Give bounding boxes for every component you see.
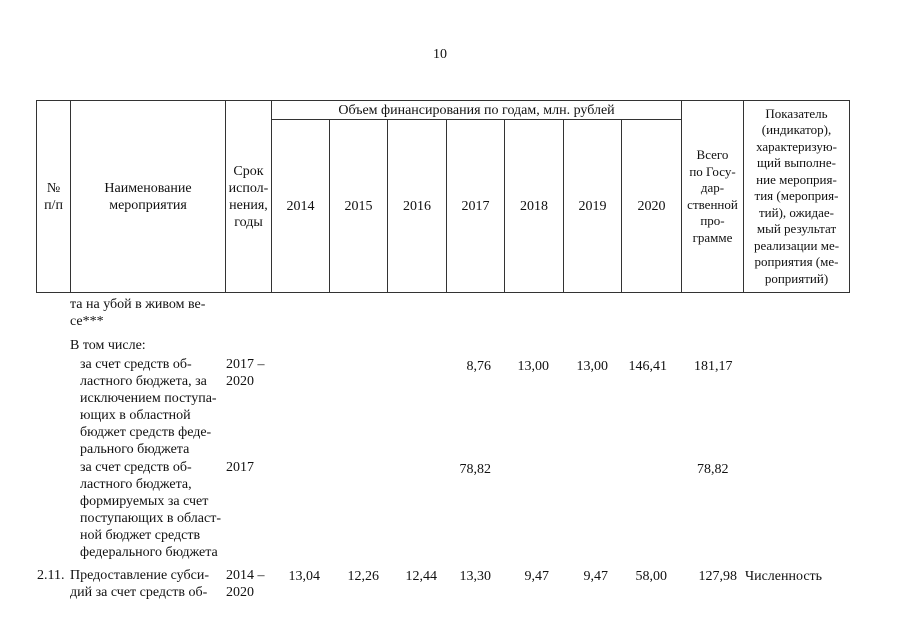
header-term: Срок испол- нения, годы bbox=[228, 163, 269, 230]
including-label: В том числе: bbox=[70, 338, 146, 353]
header-year-2016: 2016 bbox=[403, 198, 431, 214]
value-total: 78,82 bbox=[697, 462, 729, 477]
header-year-2014: 2014 bbox=[286, 198, 315, 214]
value-2014: 13,04 bbox=[288, 569, 320, 584]
row-number: 2.11. bbox=[37, 568, 65, 583]
row-term: 2017 – 2020 bbox=[226, 357, 265, 389]
row-continuation-name: та на убой в живом ве- се*** bbox=[70, 297, 206, 329]
value-total: 127,98 bbox=[698, 569, 737, 584]
header-year-2018: 2018 bbox=[520, 198, 548, 214]
value-2019: 13,00 bbox=[576, 359, 608, 374]
value-2020: 58,00 bbox=[635, 569, 667, 584]
value-2020: 146,41 bbox=[628, 359, 667, 374]
value-2017: 13,30 bbox=[459, 569, 491, 584]
row-term: 2014 – 2020 bbox=[226, 568, 265, 600]
header-year-2015: 2015 bbox=[344, 198, 373, 214]
header-indicator: Показатель (индикатор), характеризую- щий выполне- ние мероприя- тия (мероприя- тий), ожидае- мый результат реализации ме- роприятия (ме- роприятий) bbox=[753, 105, 840, 286]
row-name: Предоставление субси- дий за счет средств об- bbox=[70, 568, 209, 600]
header-year-2019: 2019 bbox=[578, 198, 607, 214]
value-2018: 13,00 bbox=[517, 359, 549, 374]
value-2016: 12,44 bbox=[405, 569, 437, 584]
value-2019: 9,47 bbox=[583, 569, 608, 584]
header-finance-title: Объем финансирования по годам, млн. рублей bbox=[338, 102, 615, 118]
value-2015: 12,26 bbox=[347, 569, 379, 584]
header-year-2017: 2017 bbox=[461, 198, 490, 214]
value-total: 181,17 bbox=[694, 359, 733, 374]
row-indicator: Численность bbox=[745, 569, 823, 584]
value-2017: 78,82 bbox=[459, 462, 491, 477]
row-term: 2017 bbox=[226, 460, 254, 475]
header-no: № п/п bbox=[44, 180, 63, 213]
header-year-2020: 2020 bbox=[637, 198, 666, 214]
row-name: за счет средств об- ластного бюджета, за исключением поступа- ющих в областной бюджет средств феде- рального бюджета bbox=[80, 357, 217, 457]
value-2018: 9,47 bbox=[524, 569, 549, 584]
header-total: Всего по Госу- дар- ственной про- грамме bbox=[687, 147, 738, 245]
table-header bbox=[36, 100, 850, 293]
page-number: 10 bbox=[433, 47, 447, 62]
row-name: за счет средств об- ластного бюджета, формируемых за счет поступающих в област- ной бюджет средств федерального бюджета bbox=[80, 460, 222, 560]
value-2017: 8,76 bbox=[466, 359, 491, 374]
header-name: Наименование мероприятия bbox=[104, 180, 192, 213]
